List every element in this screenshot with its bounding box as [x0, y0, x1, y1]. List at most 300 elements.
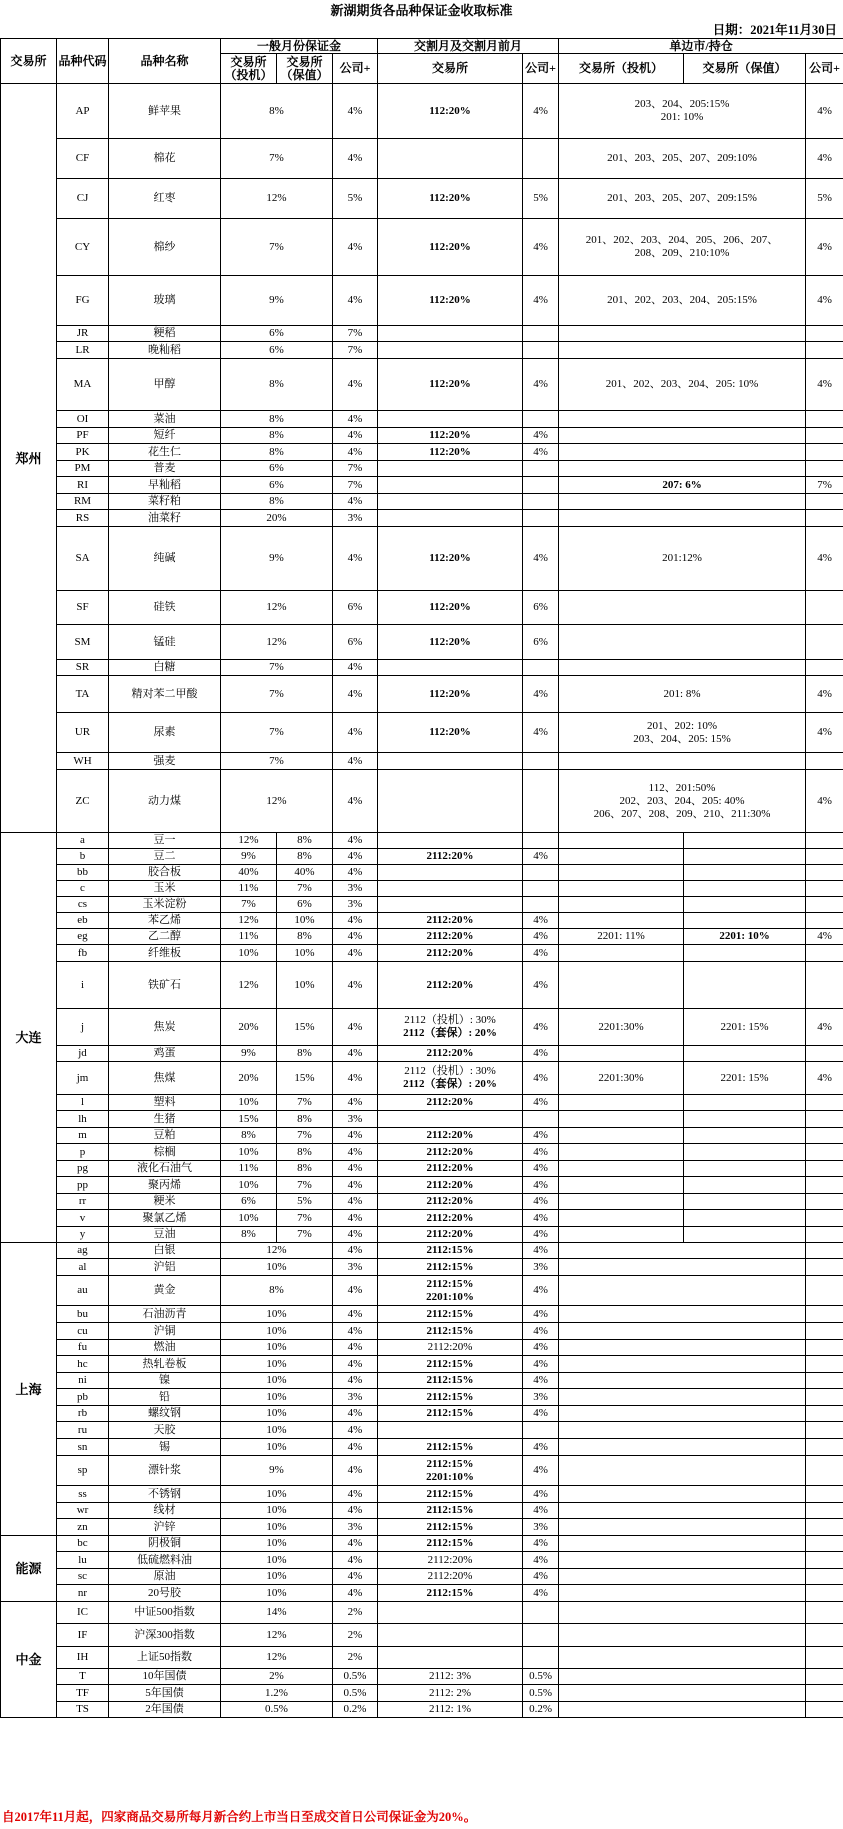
unilateral-margin — [559, 444, 806, 461]
exchange-spec-margin: 10% — [221, 945, 277, 962]
delivery-exchange-margin: 2112（投机）: 30% 2112（套保）: 20% — [378, 1009, 523, 1046]
delivery-company-plus: 3% — [523, 1259, 559, 1276]
company-plus-margin: 4% — [333, 865, 378, 881]
exchange-margin: 2% — [221, 1669, 333, 1685]
delivery-company-plus: 4% — [523, 1194, 559, 1210]
table-row — [1, 1585, 843, 1602]
delivery-company-plus: 4% — [523, 962, 559, 1009]
table-row — [1, 929, 843, 945]
unilateral-margin: 201、202: 10% 203、204、205: 15% — [559, 713, 806, 753]
company-plus-margin: 0.5% — [333, 1669, 378, 1685]
name-cell: 原油 — [109, 1569, 221, 1585]
code-cell: fb — [57, 945, 109, 962]
company-plus-margin: 4% — [333, 945, 378, 962]
table-row — [1, 1259, 843, 1276]
unilateral-company-plus — [806, 1194, 843, 1210]
code-cell: pg — [57, 1161, 109, 1177]
company-plus-margin: 4% — [333, 1177, 378, 1194]
company-plus-margin: 4% — [333, 1406, 378, 1422]
header-delivery-company-plus: 公司+ — [523, 54, 559, 84]
unilateral-spec-margin — [559, 1210, 684, 1227]
unilateral-margin — [559, 1503, 806, 1519]
name-cell: 天胶 — [109, 1422, 221, 1439]
table-row — [1, 881, 843, 897]
unilateral-company-plus: 4% — [806, 84, 843, 139]
exchange-margin: 10% — [221, 1585, 333, 1602]
exchange-cell: 上海 — [1, 1243, 57, 1536]
company-plus-margin: 3% — [333, 881, 378, 897]
table-row — [1, 1323, 843, 1340]
delivery-exchange-margin: 112:20% — [378, 84, 523, 139]
code-cell: ni — [57, 1373, 109, 1389]
company-plus-margin: 4% — [333, 527, 378, 591]
delivery-exchange-margin: 2112:20% — [378, 1128, 523, 1144]
company-plus-margin: 4% — [333, 444, 378, 461]
exchange-hedge-margin: 15% — [277, 1062, 333, 1095]
name-cell: 焦炭 — [109, 1009, 221, 1046]
company-plus-margin: 4% — [333, 770, 378, 833]
exchange-spec-margin: 15% — [221, 1111, 277, 1128]
name-cell: 阴极铜 — [109, 1536, 221, 1552]
exchange-margin: 7% — [221, 139, 333, 179]
table-row — [1, 428, 843, 444]
unilateral-hedge-margin — [684, 1177, 806, 1194]
unilateral-company-plus — [806, 494, 843, 510]
name-cell: 甲醇 — [109, 359, 221, 411]
unilateral-spec-margin — [559, 881, 684, 897]
table-row — [1, 1702, 843, 1718]
delivery-company-plus: 4% — [523, 1306, 559, 1323]
delivery-company-plus — [523, 881, 559, 897]
unilateral-company-plus — [806, 1406, 843, 1422]
name-cell: 热轧卷板 — [109, 1356, 221, 1373]
header-code: 品种代码 — [57, 39, 109, 84]
unilateral-margin — [559, 1702, 806, 1718]
unilateral-margin: 203、204、205:15% 201: 10% — [559, 84, 806, 139]
company-plus-margin: 4% — [333, 1243, 378, 1259]
name-cell: 粳稻 — [109, 326, 221, 342]
exchange-hedge-margin: 15% — [277, 1009, 333, 1046]
delivery-exchange-margin — [378, 1422, 523, 1439]
delivery-company-plus — [523, 865, 559, 881]
exchange-hedge-margin: 8% — [277, 833, 333, 849]
name-cell: 2年国债 — [109, 1702, 221, 1718]
company-plus-margin: 4% — [333, 1585, 378, 1602]
code-cell: MA — [57, 359, 109, 411]
unilateral-company-plus — [806, 897, 843, 913]
exchange-cell: 大连 — [1, 833, 57, 1243]
exchange-hedge-margin: 10% — [277, 962, 333, 1009]
name-cell: 精对苯二甲酸 — [109, 676, 221, 713]
unilateral-company-plus: 4% — [806, 1009, 843, 1046]
name-cell: 乙二醇 — [109, 929, 221, 945]
code-cell: sn — [57, 1439, 109, 1456]
delivery-exchange-margin: 2112:20% — [378, 1095, 523, 1111]
name-cell: 石油沥青 — [109, 1306, 221, 1323]
unilateral-company-plus — [806, 1323, 843, 1340]
exchange-margin: 10% — [221, 1439, 333, 1456]
exchange-spec-margin: 20% — [221, 1062, 277, 1095]
code-cell: RM — [57, 494, 109, 510]
company-plus-margin: 4% — [333, 1569, 378, 1585]
delivery-company-plus: 4% — [523, 1227, 559, 1243]
exchange-margin: 7% — [221, 219, 333, 276]
table-row — [1, 1536, 843, 1552]
code-cell: pb — [57, 1389, 109, 1406]
unilateral-margin: 201、202、203、204、205、206、207、 208、209、210:10% — [559, 219, 806, 276]
company-plus-margin: 4% — [333, 139, 378, 179]
table-row — [1, 1243, 843, 1259]
table-row — [1, 945, 843, 962]
unilateral-company-plus — [806, 945, 843, 962]
exchange-spec-margin: 9% — [221, 849, 277, 865]
unilateral-company-plus: 4% — [806, 770, 843, 833]
delivery-company-plus — [523, 139, 559, 179]
unilateral-company-plus — [806, 1702, 843, 1718]
code-cell: CF — [57, 139, 109, 179]
name-cell: 早籼稻 — [109, 477, 221, 494]
delivery-exchange-margin — [378, 770, 523, 833]
delivery-company-plus: 4% — [523, 219, 559, 276]
code-cell: bc — [57, 1536, 109, 1552]
code-cell: OI — [57, 411, 109, 428]
unilateral-company-plus — [806, 444, 843, 461]
name-cell: 10年国债 — [109, 1669, 221, 1685]
code-cell: jd — [57, 1046, 109, 1062]
company-plus-margin: 4% — [333, 1046, 378, 1062]
exchange-margin: 8% — [221, 1276, 333, 1306]
name-cell: 短纤 — [109, 428, 221, 444]
delivery-exchange-margin: 2112:20% — [378, 1046, 523, 1062]
delivery-exchange-margin: 2112:20% — [378, 1210, 523, 1227]
delivery-exchange-margin: 2112:20% — [378, 1569, 523, 1585]
code-cell: AP — [57, 84, 109, 139]
delivery-exchange-margin: 2112:20% — [378, 1552, 523, 1569]
company-plus-margin: 7% — [333, 342, 378, 359]
delivery-exchange-margin — [378, 326, 523, 342]
unilateral-margin — [559, 1276, 806, 1306]
company-plus-margin: 4% — [333, 1144, 378, 1161]
table-row — [1, 1486, 843, 1503]
unilateral-margin — [559, 660, 806, 676]
unilateral-company-plus — [806, 1552, 843, 1569]
company-plus-margin: 4% — [333, 219, 378, 276]
code-cell: bb — [57, 865, 109, 881]
code-cell: fu — [57, 1340, 109, 1356]
exchange-margin: 10% — [221, 1569, 333, 1585]
exchange-hedge-margin: 5% — [277, 1194, 333, 1210]
exchange-hedge-margin: 8% — [277, 929, 333, 945]
unilateral-margin: 201、203、205、207、209:15% — [559, 179, 806, 219]
name-cell: 生猪 — [109, 1111, 221, 1128]
company-plus-margin: 3% — [333, 1519, 378, 1536]
unilateral-spec-margin — [559, 1161, 684, 1177]
delivery-exchange-margin — [378, 477, 523, 494]
delivery-exchange-margin: 2112:15% — [378, 1243, 523, 1259]
code-cell: sp — [57, 1456, 109, 1486]
company-plus-margin: 0.5% — [333, 1685, 378, 1702]
delivery-company-plus — [523, 897, 559, 913]
company-plus-margin: 4% — [333, 359, 378, 411]
code-cell: IF — [57, 1624, 109, 1647]
exchange-hedge-margin: 8% — [277, 1144, 333, 1161]
code-cell: SR — [57, 660, 109, 676]
code-cell: RS — [57, 510, 109, 527]
name-cell: 棕榈 — [109, 1144, 221, 1161]
exchange-hedge-margin: 8% — [277, 849, 333, 865]
exchange-margin: 12% — [221, 179, 333, 219]
header-unilateral-company-plus: 公司+ — [806, 54, 843, 84]
table-row — [1, 625, 843, 660]
delivery-company-plus: 4% — [523, 1009, 559, 1046]
unilateral-company-plus — [806, 1585, 843, 1602]
code-cell: eg — [57, 929, 109, 945]
unilateral-margin — [559, 1624, 806, 1647]
company-plus-margin: 4% — [333, 1356, 378, 1373]
table-row — [1, 1128, 843, 1144]
exchange-hedge-margin: 7% — [277, 1227, 333, 1243]
table-row — [1, 1144, 843, 1161]
delivery-exchange-margin — [378, 1602, 523, 1624]
name-cell: 玉米 — [109, 881, 221, 897]
delivery-exchange-margin: 2112:15% 2201:10% — [378, 1276, 523, 1306]
company-plus-margin: 4% — [333, 1128, 378, 1144]
table-row — [1, 1439, 843, 1456]
delivery-company-plus: 4% — [523, 1536, 559, 1552]
unilateral-margin — [559, 342, 806, 359]
unilateral-margin — [559, 1243, 806, 1259]
name-cell: 中证500指数 — [109, 1602, 221, 1624]
name-cell: 白银 — [109, 1243, 221, 1259]
unilateral-company-plus — [806, 913, 843, 929]
exchange-spec-margin: 10% — [221, 1177, 277, 1194]
table-row — [1, 849, 843, 865]
delivery-company-plus — [523, 1422, 559, 1439]
unilateral-company-plus — [806, 326, 843, 342]
unilateral-spec-margin — [559, 1046, 684, 1062]
unilateral-company-plus — [806, 1422, 843, 1439]
delivery-exchange-margin — [378, 1624, 523, 1647]
code-cell: lh — [57, 1111, 109, 1128]
code-cell: i — [57, 962, 109, 1009]
exchange-margin: 8% — [221, 359, 333, 411]
exchange-hedge-margin: 8% — [277, 1111, 333, 1128]
company-plus-margin: 4% — [333, 676, 378, 713]
delivery-exchange-margin — [378, 897, 523, 913]
delivery-exchange-margin: 2112:15% — [378, 1389, 523, 1406]
header-exchange: 交易所 — [1, 39, 57, 84]
unilateral-hedge-margin — [684, 833, 806, 849]
company-plus-margin: 4% — [333, 1062, 378, 1095]
exchange-margin: 7% — [221, 753, 333, 770]
unilateral-margin — [559, 510, 806, 527]
unilateral-margin — [559, 1536, 806, 1552]
name-cell: 油菜籽 — [109, 510, 221, 527]
company-plus-margin: 4% — [333, 660, 378, 676]
unilateral-spec-margin — [559, 1177, 684, 1194]
exchange-spec-margin: 10% — [221, 1144, 277, 1161]
exchange-margin: 7% — [221, 713, 333, 753]
code-cell: zn — [57, 1519, 109, 1536]
delivery-company-plus: 4% — [523, 1062, 559, 1095]
unilateral-margin — [559, 1647, 806, 1669]
company-plus-margin: 4% — [333, 1276, 378, 1306]
unilateral-hedge-margin — [684, 945, 806, 962]
exchange-hedge-margin: 7% — [277, 1128, 333, 1144]
exchange-hedge-margin: 6% — [277, 897, 333, 913]
company-plus-margin: 2% — [333, 1647, 378, 1669]
code-cell: y — [57, 1227, 109, 1243]
company-plus-margin: 4% — [333, 753, 378, 770]
delivery-company-plus: 4% — [523, 359, 559, 411]
unilateral-company-plus — [806, 1243, 843, 1259]
name-cell: 鸡蛋 — [109, 1046, 221, 1062]
name-cell: 玉米淀粉 — [109, 897, 221, 913]
name-cell: 棉纱 — [109, 219, 221, 276]
name-cell: 棉花 — [109, 139, 221, 179]
exchange-margin: 10% — [221, 1519, 333, 1536]
unilateral-company-plus: 4% — [806, 676, 843, 713]
table-row — [1, 1161, 843, 1177]
unilateral-company-plus — [806, 865, 843, 881]
table-row — [1, 1456, 843, 1486]
company-plus-margin: 4% — [333, 411, 378, 428]
code-cell: SM — [57, 625, 109, 660]
exchange-margin: 8% — [221, 444, 333, 461]
unilateral-company-plus — [806, 1046, 843, 1062]
exchange-margin: 12% — [221, 625, 333, 660]
delivery-exchange-margin: 2112:20% — [378, 849, 523, 865]
unilateral-margin — [559, 1323, 806, 1340]
unilateral-company-plus: 4% — [806, 713, 843, 753]
unilateral-margin — [559, 1585, 806, 1602]
delivery-company-plus: 4% — [523, 676, 559, 713]
header-company-plus: 公司+ — [333, 54, 378, 84]
name-cell: 锡 — [109, 1439, 221, 1456]
name-cell: 液化石油气 — [109, 1161, 221, 1177]
unilateral-company-plus — [806, 1439, 843, 1456]
exchange-hedge-margin: 40% — [277, 865, 333, 881]
code-cell: JR — [57, 326, 109, 342]
table-row — [1, 1046, 843, 1062]
exchange-spec-margin: 7% — [221, 897, 277, 913]
unilateral-company-plus — [806, 1227, 843, 1243]
delivery-company-plus: 4% — [523, 1243, 559, 1259]
delivery-company-plus — [523, 770, 559, 833]
company-plus-margin: 4% — [333, 1536, 378, 1552]
unilateral-hedge-margin — [684, 1194, 806, 1210]
unilateral-margin — [559, 1602, 806, 1624]
unilateral-company-plus — [806, 1569, 843, 1585]
company-plus-margin: 4% — [333, 1227, 378, 1243]
unilateral-company-plus — [806, 1519, 843, 1536]
name-cell: 尿素 — [109, 713, 221, 753]
delivery-company-plus — [523, 1647, 559, 1669]
unilateral-company-plus — [806, 342, 843, 359]
table-row — [1, 359, 843, 411]
unilateral-company-plus — [806, 1685, 843, 1702]
code-cell: hc — [57, 1356, 109, 1373]
table-row — [1, 326, 843, 342]
exchange-margin: 6% — [221, 342, 333, 359]
company-plus-margin: 3% — [333, 1111, 378, 1128]
unilateral-margin: 207: 6% — [559, 477, 806, 494]
company-plus-margin: 5% — [333, 179, 378, 219]
exchange-hedge-margin: 10% — [277, 913, 333, 929]
company-plus-margin: 6% — [333, 591, 378, 625]
code-cell: c — [57, 881, 109, 897]
company-plus-margin: 4% — [333, 1306, 378, 1323]
company-plus-margin: 4% — [333, 962, 378, 1009]
exchange-spec-margin: 12% — [221, 833, 277, 849]
unilateral-company-plus: 4% — [806, 219, 843, 276]
table-row — [1, 1373, 843, 1389]
table-row — [1, 913, 843, 929]
unilateral-margin — [559, 494, 806, 510]
margin-table — [0, 38, 843, 1718]
exchange-hedge-margin: 8% — [277, 1046, 333, 1062]
table-row — [1, 1177, 843, 1194]
company-plus-margin: 4% — [333, 1095, 378, 1111]
exchange-margin: 20% — [221, 510, 333, 527]
name-cell: 粳米 — [109, 1194, 221, 1210]
exchange-margin: 8% — [221, 411, 333, 428]
company-plus-margin: 4% — [333, 1456, 378, 1486]
exchange-margin: 10% — [221, 1503, 333, 1519]
header-delivery-group: 交割月及交割月前月 — [378, 39, 559, 54]
unilateral-company-plus: 7% — [806, 477, 843, 494]
table-row — [1, 1389, 843, 1406]
company-plus-margin: 7% — [333, 477, 378, 494]
exchange-margin: 6% — [221, 461, 333, 477]
exchange-margin: 1.2% — [221, 1685, 333, 1702]
code-cell: au — [57, 1276, 109, 1306]
unilateral-hedge-margin — [684, 1210, 806, 1227]
unilateral-margin — [559, 1373, 806, 1389]
table-row — [1, 1503, 843, 1519]
name-cell: 聚丙烯 — [109, 1177, 221, 1194]
unilateral-company-plus — [806, 962, 843, 1009]
table-row — [1, 444, 843, 461]
unilateral-margin: 112、201:50% 202、203、204、205: 40% 206、207、208、209、210、211:30% — [559, 770, 806, 833]
delivery-exchange-margin: 2112:20% — [378, 1144, 523, 1161]
unilateral-hedge-margin — [684, 1095, 806, 1111]
table-row — [1, 411, 843, 428]
code-cell: WH — [57, 753, 109, 770]
table-row — [1, 897, 843, 913]
delivery-exchange-margin — [378, 833, 523, 849]
company-plus-margin: 3% — [333, 1389, 378, 1406]
company-plus-margin: 4% — [333, 1373, 378, 1389]
delivery-company-plus: 0.5% — [523, 1669, 559, 1685]
exchange-margin: 10% — [221, 1552, 333, 1569]
exchange-margin: 9% — [221, 1456, 333, 1486]
delivery-company-plus: 4% — [523, 713, 559, 753]
delivery-company-plus: 4% — [523, 1210, 559, 1227]
delivery-exchange-margin: 2112:20% — [378, 962, 523, 1009]
table-row — [1, 833, 843, 849]
unilateral-margin — [559, 1356, 806, 1373]
company-plus-margin: 7% — [333, 326, 378, 342]
delivery-exchange-margin — [378, 660, 523, 676]
delivery-exchange-margin: 2112:15% — [378, 1503, 523, 1519]
delivery-exchange-margin — [378, 510, 523, 527]
company-plus-margin: 4% — [333, 1552, 378, 1569]
unilateral-margin — [559, 1439, 806, 1456]
exchange-cell: 中金 — [1, 1602, 57, 1718]
name-cell: 20号胶 — [109, 1585, 221, 1602]
name-cell: 漂针浆 — [109, 1456, 221, 1486]
